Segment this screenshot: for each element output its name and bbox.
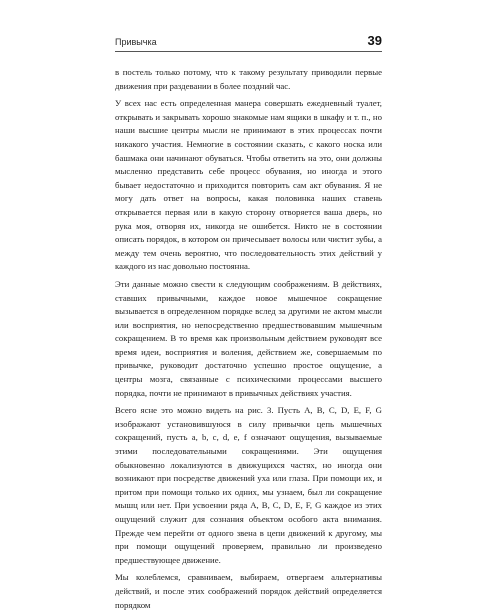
body-text — [115, 66, 382, 616]
paragraph-5: Мы колеблемся, сравниваем, выбираем, отвергаем альтернативы действий, и после этих соображений порядок действий определяется порядком — [115, 572, 382, 610]
page-number: 39 — [367, 33, 382, 48]
paragraph-3: Эти данные можно свести к следующим соображениям. В действиях, ставших привычными, каждое новое мышечное сокращение вызывается в определенном порядке вслед за другими не актом мысли или восприятия, но непосредственно предшествовавшим мышечным сокращением. В то время как произвольным действием руководят все время идеи, восприятия и воления, действием же, совершаемым по привычке, руководит достаточно успешно простое ощущение, а центры мозга, связанные с психическими процессами высшего порядка, почти не принимают в привычных действиях участия. — [115, 278, 382, 398]
header-divider — [115, 51, 382, 52]
paragraph-1: в постель только потому, что к такому результату приводили первые движения при раздевании в более поздний час. — [115, 67, 382, 91]
paragraph-2: У всех нас есть определенная манера совершать ежедневный туалет, открывать и закрывать хорошо знакомые нам ящики в шкафу и т. п., но наши высшие центры мысли не принимают в этих процессах почти никакого участия. Немногие в состоянии сказать, с какого носка или башмака они начинают обуваться. Чтобы ответить на это, они должны мысленно представить себе процесс обувания, но иногда и этого бывает недостаточно и приходится повторить сам акт обувания. Я не могу дать ответ на вопросы, какая половинка наших ставень открывается первая или в какую сторону отворяется ваша дверь, но рука моя, отворяя их, никогда не ошибется. Никто не в состоянии описать порядок, в котором он причесывает волосы или чистит зубы, а между тем очень вероятно, что последовательность этих действий у каждого из нас довольно постоянна. — [115, 98, 382, 272]
paragraph-4: Всего ясне это можно видеть на рис. 3. Пусть A, B, C, D, E, F, G изображают установившуюся в силу привычки цепь мышечных сокращений, пусть a, b, c, d, e, f означают ощущения, вызываемые этими последовательными сокращениями. Эти ощущения обыкновенно локализуются в движущихся частях, но иногда они возникают при посредстве движений уха или глаза. При помощи их, и притом при помощи только их одних, мы узнаем, был ли сокращение мышц или нет. При усвоении ряда A, B, C, D, E, F, G каждое из этих ощущений служит для сознания объектом особого акта внимания. Прежде чем перейти от одного звена в цепи движений к другому, мы при помощи ощущений проверяем, правильно ли произведено предшествующее движение. — [115, 405, 382, 565]
running-header-title: Привычка — [115, 37, 157, 47]
